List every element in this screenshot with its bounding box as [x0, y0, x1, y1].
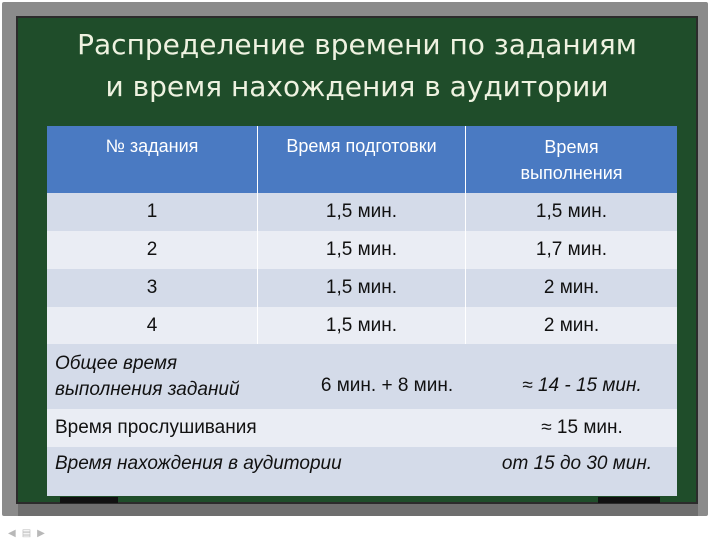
audience-value: от 15 до 30 мин.: [501, 453, 653, 474]
exec-time-cell: 2 мин.: [543, 314, 600, 336]
listening-row: [47, 409, 677, 447]
chalk-tray: [18, 504, 698, 516]
total-label-line-2: выполнения заданий: [55, 378, 240, 400]
exec-time-cell: 1,5 мин.: [535, 201, 608, 222]
audience-row: [47, 447, 677, 496]
task-number-cell: 4: [47, 307, 258, 344]
menu-icon[interactable]: ▤: [21, 528, 38, 539]
task-number-cell: 2: [47, 231, 258, 269]
table-row: [47, 307, 677, 344]
total-label-line-1: Общее время: [55, 352, 178, 374]
total-prep-value: 6 мин. + 8 мин.: [320, 374, 454, 396]
table-row: [47, 269, 677, 307]
header-exec-time: Время выполнения: [520, 136, 623, 183]
schedule-table: [47, 126, 677, 496]
prep-time-cell: 1,5 мин.: [258, 269, 466, 307]
next-slide-icon[interactable]: ▶: [37, 528, 51, 539]
table-row: [47, 193, 677, 231]
slide-title: [16, 24, 698, 108]
listening-label: Время прослушивания: [55, 417, 257, 438]
total-row: [47, 344, 677, 409]
prep-time-cell: 1,5 мин.: [258, 193, 466, 231]
task-number-cell: 1: [47, 193, 258, 231]
exec-time-cell: 2 мин.: [543, 277, 600, 298]
task-number-cell: 3: [47, 269, 258, 307]
table-row: [47, 231, 677, 269]
prep-time-cell: 1,5 мин.: [258, 307, 466, 344]
total-label: [55, 344, 295, 409]
prep-time-cell: 1,5 мин.: [258, 231, 466, 269]
header-prep-time: Время подготовки: [258, 126, 466, 193]
header-task-number: № задания: [47, 126, 258, 193]
listening-value: ≈ 15 мин.: [541, 417, 623, 438]
title-line-2: и время нахождения в аудитории: [105, 70, 609, 103]
table-header-row: [47, 126, 677, 193]
exec-time-cell: 1,7 мин.: [535, 239, 608, 260]
slide-nav: [8, 528, 51, 539]
chalk-eraser: [598, 497, 660, 503]
prev-slide-icon[interactable]: ◀: [8, 528, 22, 539]
audience-label: Время нахождения в аудитории: [55, 453, 342, 474]
total-exec-value: ≈ 14 - 15 мин.: [522, 374, 642, 396]
title-line-1: Распределение времени по заданиям: [77, 28, 637, 61]
chalk-eraser: [60, 497, 118, 503]
